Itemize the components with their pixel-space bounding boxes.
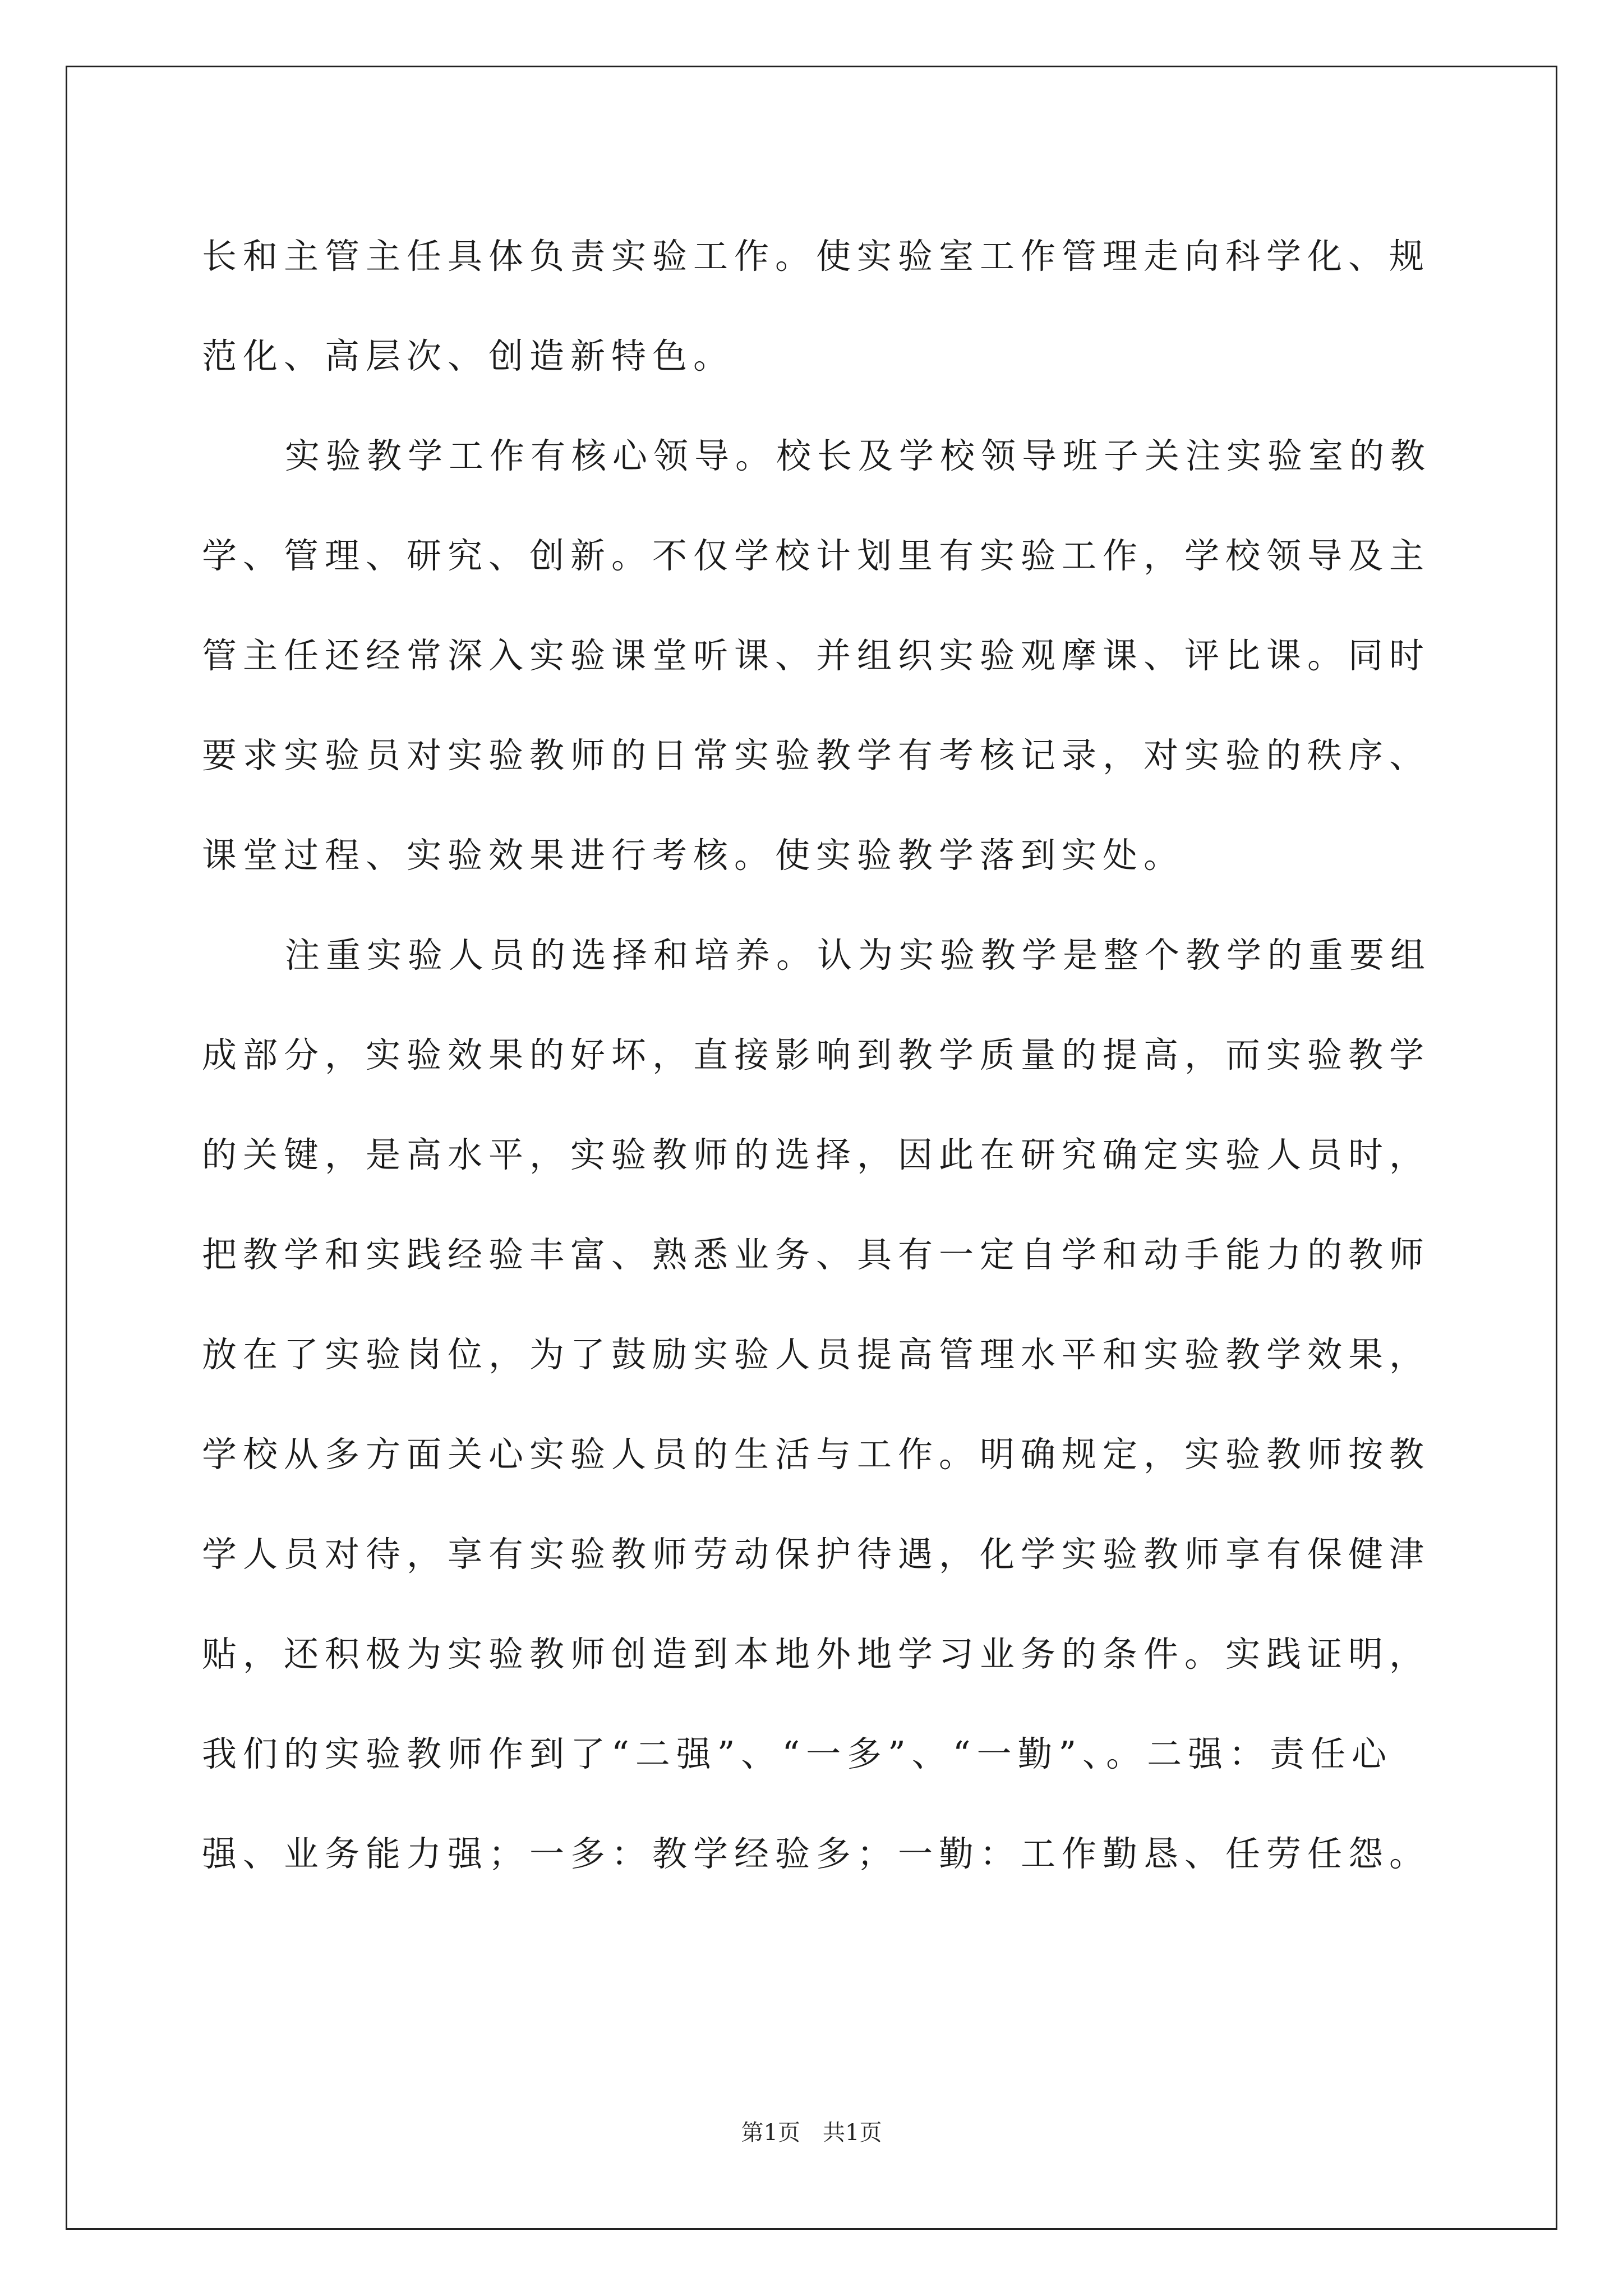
text-line: 贴，还积极为实验教师创造到本地外地学习业务的条件。实践证明， — [202, 1634, 1431, 1674]
document-body — [202, 206, 1432, 1904]
text-line: 管主任还经常深入实验课堂听课、并组织实验观摩课、评比课。同时 — [202, 635, 1431, 676]
text-line: 长和主管主任具体负责实验工作。使实验室工作管理走向科学化、规 — [202, 236, 1431, 277]
text-line: 要求实验员对实验教师的日常实验教学有考核记录，对实验的秩序、 — [202, 735, 1431, 776]
text-line: 学校从多方面关心实验人员的生活与工作。明确规定，实验教师按教 — [202, 1434, 1431, 1475]
text-line: 学、管理、研究、创新。不仅学校计划里有实验工作，学校领导及主 — [202, 535, 1431, 576]
text-line: 把教学和实践经验丰富、熟悉业务、具有一定自学和动手能力的教师 — [202, 1234, 1431, 1275]
text-line: 放在了实验岗位，为了鼓励实验人员提高管理水平和实验教学效果， — [202, 1334, 1431, 1375]
page-footer — [0, 2115, 1623, 2147]
text-line: 强、业务能力强；一多：教学经验多；一勤：工作勤恳、任劳任怨。 — [202, 1833, 1431, 1874]
text-line: 课堂过程、实验效果进行考核。使实验教学落到实处。 — [202, 835, 1185, 876]
paragraph-start-line: 注重实验人员的选择和培养。认为实验教学是整个教学的重要组 — [285, 935, 1432, 976]
text-line: 成部分，实验效果的好坏，直接影响到教学质量的提高，而实验教学 — [202, 1034, 1431, 1075]
text-line: 范化、高层次、创造新特色。 — [202, 335, 735, 376]
page-number: 第1页 — [741, 2120, 800, 2146]
paragraph-start-line: 实验教学工作有核心领导。校长及学校领导班子关注实验室的教 — [285, 435, 1432, 476]
text-line: 的关键，是高水平，实验教师的选择，因此在研究确定实验人员时， — [202, 1134, 1431, 1175]
text-line: 我们的实验教师作到了“二强”、“一多”、“一勤”、。二强：责任心 — [202, 1733, 1393, 1774]
page-total: 共1页 — [823, 2120, 882, 2146]
text-line: 学人员对待，享有实验教师劳动保护待遇，化学实验教师享有保健津 — [202, 1534, 1431, 1575]
